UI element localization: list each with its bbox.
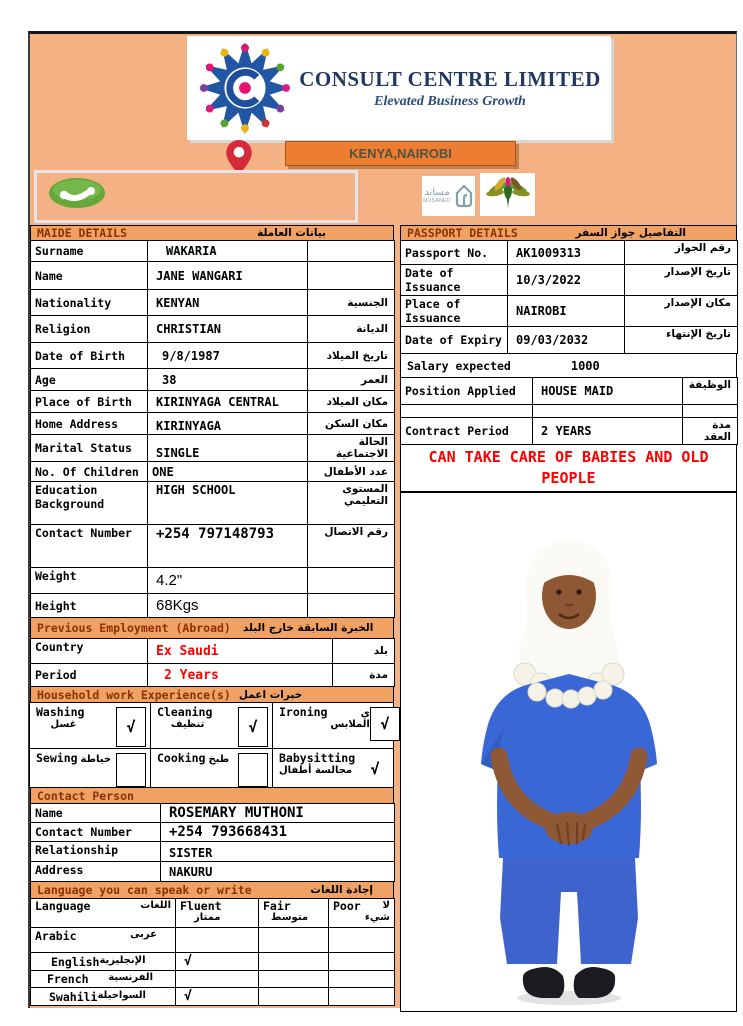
table-row bbox=[31, 262, 395, 290]
field-label: Name bbox=[31, 262, 148, 290]
skill-label-arabic: تنظيف bbox=[170, 719, 205, 730]
field-value: NAIROBI bbox=[508, 296, 625, 327]
language-label-arabic: عربى bbox=[130, 929, 157, 940]
field-label-arabic: مكان السكن bbox=[308, 413, 395, 435]
field-value: CHRISTIAN bbox=[148, 316, 308, 343]
field-label: Period bbox=[31, 664, 148, 687]
field-label: Passport No. bbox=[401, 241, 508, 265]
table-row bbox=[31, 343, 395, 369]
table-row bbox=[31, 862, 395, 882]
field-value: NAKURU bbox=[161, 862, 395, 882]
table-row bbox=[31, 525, 395, 568]
skill-cell-babysitting bbox=[272, 748, 394, 788]
field-label: Place of Birth bbox=[31, 391, 148, 413]
language-row bbox=[31, 953, 395, 971]
table-row bbox=[31, 639, 395, 664]
language-label: French bbox=[47, 972, 89, 986]
field-label-arabic: رقم الجواز bbox=[625, 241, 738, 265]
skill-checkbox bbox=[116, 753, 146, 787]
language-label-arabic: الفرنسية bbox=[108, 972, 153, 983]
poor-mark bbox=[329, 971, 395, 988]
field-label: Surname bbox=[31, 241, 148, 262]
column-header-arabic: متوسط bbox=[271, 912, 309, 923]
table-row bbox=[31, 568, 395, 594]
passport-details-column bbox=[400, 225, 737, 1012]
table-row bbox=[31, 664, 395, 687]
field-label: Date of Birth bbox=[31, 343, 148, 369]
field-value: SINGLE bbox=[148, 435, 308, 462]
previous-employment-table bbox=[30, 638, 395, 687]
table-row bbox=[401, 241, 738, 265]
skill-cell-cooking bbox=[150, 748, 273, 788]
skill-label: Cleaning bbox=[157, 705, 213, 719]
skill-checkmark: √ bbox=[361, 753, 389, 785]
table-row bbox=[31, 369, 395, 391]
language-label-arabic: السواحيلة bbox=[97, 989, 146, 1001]
field-label: Home Address bbox=[31, 413, 148, 435]
field-label-arabic bbox=[308, 262, 395, 290]
field-value: Ex Saudi bbox=[148, 639, 333, 664]
maid-photo bbox=[400, 491, 737, 1012]
table-row bbox=[31, 391, 395, 413]
table-row bbox=[401, 378, 738, 405]
skill-checkbox bbox=[238, 753, 268, 787]
field-value: 10/3/2022 bbox=[508, 265, 625, 296]
section-title: Household work Experience(s) bbox=[37, 688, 231, 702]
field-label: Religion bbox=[31, 316, 148, 343]
musaned-english-label: MUSANED bbox=[423, 198, 451, 204]
table-row bbox=[31, 823, 395, 842]
contact-person-section-header bbox=[30, 787, 394, 804]
phone-contact-box bbox=[34, 170, 358, 223]
section-title: Previous Employment (Abroad) bbox=[37, 621, 231, 635]
table-row bbox=[31, 290, 395, 316]
skill-cell-cleaning bbox=[150, 702, 273, 749]
field-label-arabic: بلد bbox=[333, 639, 395, 664]
field-label: Contact Number bbox=[31, 823, 161, 842]
passport-details-section-header bbox=[400, 225, 737, 241]
table-row bbox=[31, 482, 395, 525]
skill-label: Sewing bbox=[36, 751, 78, 765]
care-note: CAN TAKE CARE OF BABIES AND OLD PEOPLE bbox=[400, 444, 737, 492]
field-label-arabic bbox=[308, 568, 395, 594]
field-value: 1000 bbox=[570, 358, 600, 373]
field-value: SISTER bbox=[161, 842, 395, 862]
table-row bbox=[31, 316, 395, 343]
field-label: Contract Period bbox=[401, 418, 533, 445]
field-value: 09/03/2032 bbox=[508, 327, 625, 354]
language-label: Swahili bbox=[49, 989, 98, 1004]
column-header: Language bbox=[35, 899, 91, 913]
passport-details-table bbox=[400, 240, 738, 354]
field-value: 2 Years bbox=[148, 664, 333, 687]
field-value: 68Kgs bbox=[148, 594, 308, 618]
fair-mark bbox=[259, 971, 329, 988]
previous-employment-section-header bbox=[30, 617, 394, 639]
company-tagline: Elevated Business Growth bbox=[374, 93, 526, 109]
maid-photo-illustration bbox=[419, 506, 719, 1011]
skill-cell-ironing bbox=[272, 702, 394, 749]
language-label-arabic: الإنجليزية bbox=[99, 954, 146, 966]
column-header: Fair bbox=[263, 899, 291, 913]
section-title-arabic: خبرات اعمل bbox=[238, 689, 303, 701]
poor-mark bbox=[329, 953, 395, 971]
location-banner: KENYA,NAIROBI bbox=[285, 141, 516, 166]
field-value: WAKARIA bbox=[148, 241, 308, 262]
language-label: English bbox=[51, 954, 100, 969]
column-header-arabic: ممتاز bbox=[194, 912, 221, 923]
field-label: Salary expected bbox=[407, 358, 511, 373]
poor-mark bbox=[329, 928, 395, 953]
field-label-arabic: المستوى التعليمي bbox=[308, 482, 395, 525]
field-label-arabic: تاريخ الإنتهاء bbox=[625, 327, 738, 354]
skill-cell-sewing bbox=[29, 748, 151, 788]
maid-details-table bbox=[30, 240, 395, 618]
fluent-mark bbox=[176, 971, 259, 988]
skill-cell-washing bbox=[29, 702, 151, 749]
field-value: 38 bbox=[148, 369, 308, 391]
section-title-arabic: بيانات العاملة bbox=[257, 227, 326, 239]
section-title-arabic: إجادة اللغات bbox=[310, 884, 373, 896]
skill-label-arabic: طبخ bbox=[208, 754, 230, 765]
field-label: Age bbox=[31, 369, 148, 391]
fair-mark bbox=[259, 988, 329, 1006]
language-label: Arabic bbox=[35, 929, 77, 943]
field-value: KIRINYAGA CENTRAL bbox=[148, 391, 308, 413]
section-title: PASSPORT DETAILS bbox=[407, 226, 518, 240]
field-label: Country bbox=[31, 639, 148, 664]
table-row bbox=[31, 435, 395, 462]
fluent-mark bbox=[176, 928, 259, 953]
fluent-mark: √ bbox=[176, 953, 259, 971]
table-row bbox=[31, 594, 395, 618]
fair-mark bbox=[259, 928, 329, 953]
column-header: Fluent bbox=[180, 899, 222, 913]
field-label-arabic bbox=[308, 241, 395, 262]
field-label: Height bbox=[31, 594, 148, 618]
column-header-arabic: لا شيء bbox=[364, 900, 390, 923]
field-label: Weight bbox=[31, 568, 148, 594]
field-value: AK1009313 bbox=[508, 241, 625, 265]
field-label-arabic: مدة العقد bbox=[683, 418, 738, 445]
section-title-arabic: الخبرة السابقة خارج البلد bbox=[242, 622, 374, 634]
field-label-arabic: تاريخ الإصدار bbox=[625, 265, 738, 296]
field-value: KIRINYAGA bbox=[148, 413, 308, 435]
field-label: Marital Status bbox=[31, 435, 148, 462]
field-label-arabic: الحالة الاجتماعية bbox=[308, 435, 395, 462]
fair-mark bbox=[259, 953, 329, 971]
whatsapp-phone-icon bbox=[48, 177, 106, 209]
company-name: CONSULT CENTRE LIMITED bbox=[299, 66, 601, 91]
field-value: +254 797148793 bbox=[148, 525, 308, 568]
contact-person-table bbox=[30, 803, 395, 882]
languages-table bbox=[30, 898, 395, 1006]
table-row bbox=[401, 418, 738, 445]
skill-checkbox: √ bbox=[238, 707, 268, 747]
section-title-arabic: التفاصيل جواز السفر bbox=[575, 227, 686, 239]
field-label-arabic: الديانة bbox=[308, 316, 395, 343]
skill-label-arabic: مجالسة أطفال bbox=[279, 765, 353, 776]
field-label-arabic: الجنسية bbox=[308, 290, 395, 316]
skill-label-arabic: خياطة bbox=[80, 754, 112, 765]
field-label: Place of Issuance bbox=[401, 296, 508, 327]
salary-expected-row bbox=[400, 353, 737, 378]
languages-header-row bbox=[31, 899, 395, 928]
field-label: No. Of Children bbox=[31, 462, 148, 482]
table-row bbox=[401, 327, 738, 354]
field-label-arabic bbox=[308, 594, 395, 618]
field-value: ONE bbox=[148, 462, 308, 482]
skill-label: Ironing bbox=[279, 705, 328, 719]
language-row bbox=[31, 971, 395, 988]
field-label: Nationality bbox=[31, 290, 148, 316]
skill-label-arabic: غسل bbox=[50, 719, 77, 730]
maid-details-column bbox=[30, 225, 394, 1006]
table-row bbox=[31, 241, 395, 262]
field-label: Education Background bbox=[31, 482, 148, 525]
field-label-arabic: مكان الميلاد bbox=[308, 391, 395, 413]
field-value: ROSEMARY MUTHONI bbox=[161, 804, 395, 823]
table-row bbox=[401, 265, 738, 296]
column-header-arabic: اللغات bbox=[140, 900, 171, 911]
skill-label: Babysitting bbox=[279, 751, 356, 765]
form-sheet bbox=[28, 31, 737, 1008]
field-label-arabic: رقم الاتصال bbox=[308, 525, 395, 568]
section-title: Language you can speak or write bbox=[37, 883, 252, 897]
field-label: Contact Number bbox=[31, 525, 148, 568]
skill-label: Cooking bbox=[157, 751, 206, 765]
table-row bbox=[31, 804, 395, 823]
fluent-mark: √ bbox=[176, 988, 259, 1006]
field-value: KENYAN bbox=[148, 290, 308, 316]
field-value: HIGH SCHOOL bbox=[148, 482, 308, 525]
position-contract-table bbox=[400, 377, 738, 445]
company-logo-starburst-icon bbox=[195, 39, 295, 137]
field-value: +254 793668431 bbox=[161, 823, 395, 842]
field-value: HOUSE MAID bbox=[533, 378, 683, 405]
field-label: Date of Issuance bbox=[401, 265, 508, 296]
field-value: 2 YEARS bbox=[533, 418, 683, 445]
language-row bbox=[31, 928, 395, 953]
maid-details-section-header bbox=[30, 225, 394, 241]
section-title: Contact Person bbox=[37, 788, 134, 803]
company-header bbox=[187, 36, 611, 140]
household-skills-grid bbox=[30, 703, 394, 788]
field-label: Date of Expiry bbox=[401, 327, 508, 354]
skill-label-arabic: ي الملابس bbox=[330, 708, 370, 730]
section-title: MAIDE DETAILS bbox=[37, 226, 128, 240]
table-row bbox=[31, 842, 395, 862]
field-value: 9/8/1987 bbox=[148, 343, 308, 369]
table-row-empty bbox=[401, 405, 738, 418]
language-row bbox=[31, 988, 395, 1006]
languages-section-header bbox=[30, 881, 394, 899]
field-label-arabic: عدد الأطفال bbox=[308, 462, 395, 482]
field-label-arabic: تاريخ الميلاد bbox=[308, 343, 395, 369]
skill-checkbox: √ bbox=[370, 707, 400, 741]
poor-mark bbox=[329, 988, 395, 1006]
field-value: 4.2" bbox=[148, 568, 308, 594]
field-label: Address bbox=[31, 862, 161, 882]
saudi-ministry-palm-logo bbox=[480, 173, 535, 216]
table-row bbox=[401, 296, 738, 327]
field-label-arabic: الوظيفة bbox=[683, 378, 738, 405]
table-row bbox=[31, 413, 395, 435]
table-row bbox=[31, 462, 395, 482]
field-label: Position Applied bbox=[401, 378, 533, 405]
skill-label: Washing bbox=[36, 705, 85, 719]
field-label: Name bbox=[31, 804, 161, 823]
field-value: JANE WANGARI bbox=[148, 262, 308, 290]
field-label-arabic: مدة bbox=[333, 664, 395, 687]
column-header: Poor bbox=[333, 899, 361, 913]
field-label-arabic: مكان الإصدار bbox=[625, 296, 738, 327]
palm-tree-icon bbox=[485, 176, 531, 214]
field-label: Relationship bbox=[31, 842, 161, 862]
musaned-arabic-label: مساند bbox=[424, 187, 450, 198]
field-label-arabic: العمر bbox=[308, 369, 395, 391]
musaned-logo bbox=[422, 176, 475, 216]
skill-checkbox: √ bbox=[116, 707, 146, 747]
location-pin-icon bbox=[226, 140, 252, 174]
musaned-house-icon bbox=[454, 184, 474, 208]
